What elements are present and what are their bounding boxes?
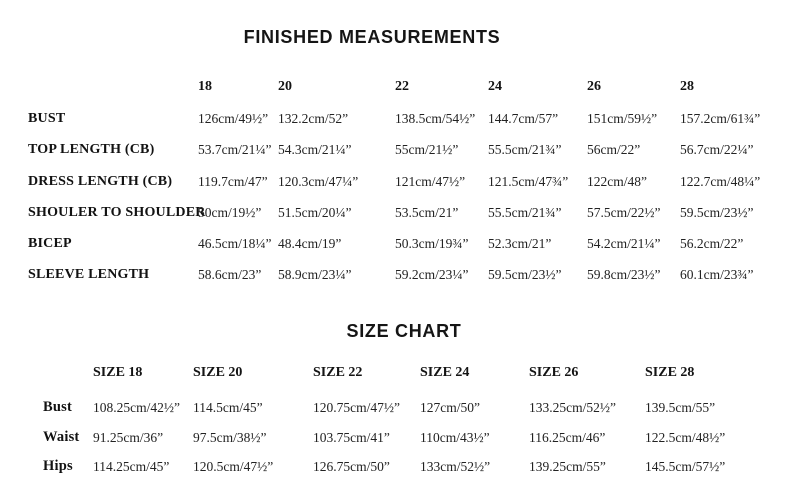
fm-value-cell: 122.7cm/48¼”	[680, 173, 761, 189]
fm-value-cell: 132.2cm/52”	[278, 111, 349, 126]
fm-value-cell: 55cm/21½”	[395, 142, 459, 158]
fm-value-cell: 60.1cm/23¾”	[680, 267, 754, 283]
sc-column-header: SIZE 28	[645, 365, 695, 380]
size-chart-header-row	[43, 364, 750, 381]
fm-value-cell: 59.2cm/23¼”	[395, 267, 469, 283]
sc-value-cell: 116.25cm/46”	[529, 429, 606, 445]
fm-value-cell: 121cm/47½”	[395, 173, 466, 189]
fm-value-cell: 54.3cm/21¼”	[278, 142, 352, 158]
fm-value-cell: 53.7cm/21¼”	[198, 142, 272, 158]
finished-measurements-title: FINISHED MEASUREMENTS	[243, 27, 501, 47]
sc-row-label: Bust	[43, 399, 73, 415]
sc-value-cell: 120.75cm/47½”	[313, 400, 400, 415]
sc-value-cell: 139.25cm/55”	[529, 459, 606, 475]
fm-value-cell: 157.2cm/61¾”	[680, 111, 761, 126]
sc-header-spacer	[43, 364, 93, 381]
sc-value-cell: 145.5cm/57½”	[645, 459, 726, 475]
fm-value-cell: 56cm/22”	[587, 142, 641, 158]
fm-value-cell: 46.5cm/18¼”	[198, 236, 272, 252]
fm-header-spacer	[28, 78, 198, 95]
fm-value-cell: 59.5cm/23½”	[680, 204, 754, 220]
fm-value-cell: 50cm/19½”	[198, 204, 262, 220]
sc-value-cell: 127cm/50”	[420, 400, 480, 415]
sc-column-header: SIZE 24	[420, 365, 470, 380]
fm-value-cell: 50.3cm/19¾”	[395, 236, 469, 252]
fm-value-cell: 59.8cm/23½”	[587, 267, 661, 283]
sc-value-cell: 133.25cm/52½”	[529, 400, 616, 415]
fm-row-label: SLEEVE LENGTH	[28, 267, 150, 283]
finished-measurements-header-row	[28, 78, 795, 95]
fm-column-header: 20	[278, 79, 292, 94]
fm-row-label: BUST	[28, 111, 66, 126]
fm-value-cell: 122cm/48”	[587, 173, 647, 189]
fm-value-cell: 48.4cm/19”	[278, 236, 342, 252]
sc-value-cell: 120.5cm/47½”	[193, 459, 274, 475]
fm-value-cell: 55.5cm/21¾”	[488, 204, 562, 220]
sc-column-header: SIZE 26	[529, 365, 579, 380]
fm-row-label: DRESS LENGTH (CB)	[28, 173, 173, 189]
fm-value-cell: 56.2cm/22”	[680, 236, 744, 252]
sc-value-cell: 110cm/43½”	[420, 429, 490, 445]
fm-value-cell: 144.7cm/57”	[488, 111, 559, 126]
sc-value-cell: 126.75cm/50”	[313, 459, 390, 475]
fm-value-cell: 52.3cm/21”	[488, 236, 552, 252]
sc-column-header: SIZE 20	[193, 365, 243, 380]
fm-column-header: 22	[395, 79, 409, 94]
fm-column-header: 18	[198, 79, 212, 94]
sc-row-label: Waist	[43, 428, 80, 445]
fm-value-cell: 56.7cm/22¼”	[680, 142, 754, 158]
fm-row-label: TOP LENGTH (CB)	[28, 142, 155, 158]
fm-row-label: BICEP	[28, 236, 72, 252]
fm-value-cell: 55.5cm/21¾”	[488, 142, 562, 158]
sc-value-cell: 133cm/52½”	[420, 459, 491, 475]
fm-column-header: 26	[587, 79, 601, 94]
sc-value-cell: 97.5cm/38½”	[193, 429, 267, 445]
sc-value-cell: 139.5cm/55”	[645, 400, 716, 415]
fm-value-cell: 126cm/49½”	[198, 111, 269, 126]
sc-column-header: SIZE 18	[93, 365, 143, 380]
fm-row-label: SHOULER TO SHOULDER	[28, 204, 206, 220]
sc-column-header: SIZE 22	[313, 365, 363, 380]
fm-value-cell: 119.7cm/47”	[198, 173, 268, 189]
fm-value-cell: 57.5cm/22½”	[587, 204, 661, 220]
fm-value-cell: 121.5cm/47¾”	[488, 173, 569, 189]
fm-value-cell: 151cm/59½”	[587, 111, 658, 126]
sc-row-label: Hips	[43, 458, 73, 475]
fm-value-cell: 58.6cm/23”	[198, 267, 262, 283]
sc-value-cell: 114.5cm/45”	[193, 400, 263, 415]
fm-value-cell: 138.5cm/54½”	[395, 111, 476, 126]
fm-value-cell: 54.2cm/21¼”	[587, 236, 661, 252]
fm-value-cell: 120.3cm/47¼”	[278, 173, 359, 189]
sc-value-cell: 122.5cm/48½”	[645, 429, 726, 445]
fm-value-cell: 58.9cm/23¼”	[278, 267, 352, 283]
fm-column-header: 24	[488, 79, 502, 94]
fm-value-cell: 59.5cm/23½”	[488, 267, 562, 283]
fm-value-cell: 53.5cm/21”	[395, 204, 459, 220]
fm-column-header: 28	[680, 79, 694, 94]
finished-measurements-table	[28, 110, 795, 298]
sc-value-cell: 108.25cm/42½”	[93, 400, 180, 415]
size-chart-table	[43, 399, 750, 488]
sc-value-cell: 114.25cm/45”	[93, 459, 170, 475]
sc-value-cell: 91.25cm/36”	[93, 429, 164, 445]
size-chart-title: SIZE CHART	[346, 321, 462, 341]
fm-value-cell: 51.5cm/20¼”	[278, 204, 352, 220]
sc-value-cell: 103.75cm/41”	[313, 429, 390, 445]
